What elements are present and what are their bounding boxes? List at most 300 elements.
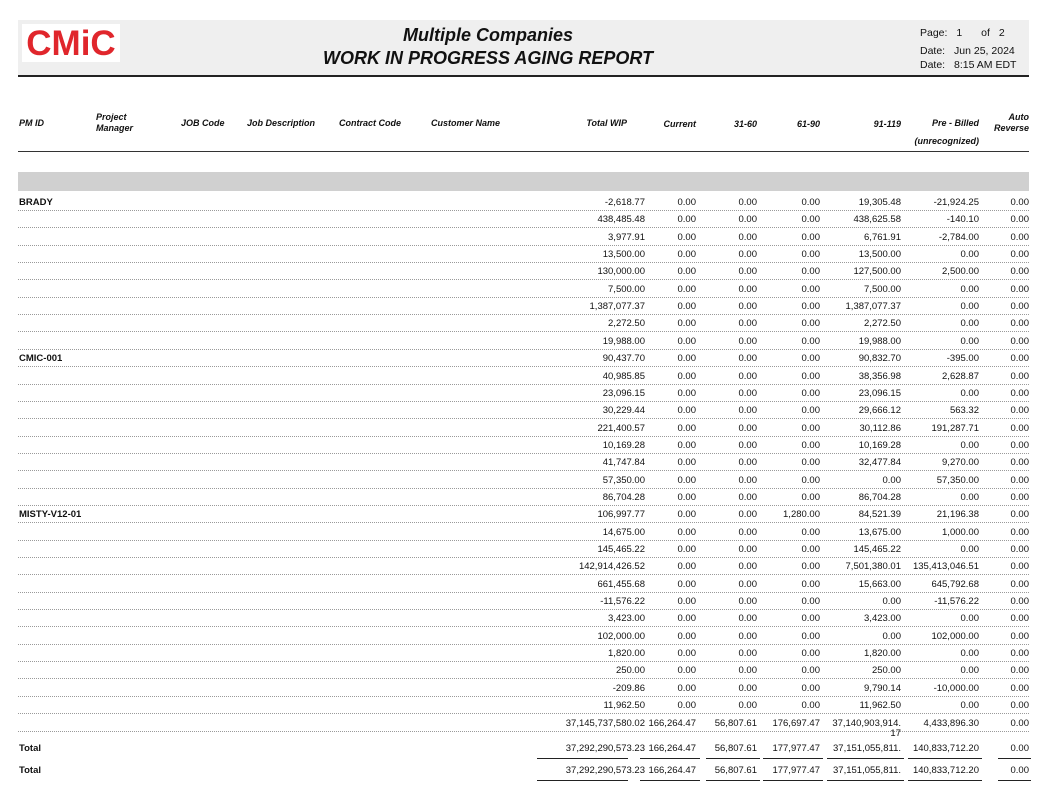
col-current: Current xyxy=(663,119,696,129)
auto-reverse-cell: 0.00 xyxy=(1010,648,1029,660)
61-90-cell: 0.00 xyxy=(801,474,820,486)
31-60-cell: 0.00 xyxy=(738,682,757,694)
total-row xyxy=(18,761,1029,781)
auto-reverse-cell: 0.00 xyxy=(1010,578,1029,590)
31-60-cell: 0.00 xyxy=(738,509,757,521)
61-90-cell: 0.00 xyxy=(801,301,820,313)
91-119-cell: 29,666.12 xyxy=(858,405,901,417)
91-119-cell: 84,521.39 xyxy=(858,509,901,521)
91-119-cell: 13,675.00 xyxy=(858,526,901,538)
91-119-cell: 86,704.28 xyxy=(858,491,901,503)
total-underline xyxy=(998,758,1031,759)
current-total: 166,264.47 xyxy=(648,765,696,776)
current-cell: 0.00 xyxy=(677,491,696,503)
91-119-cell: 2,272.50 xyxy=(864,318,901,330)
auto-reverse-cell: 0.00 xyxy=(1010,387,1029,399)
31-60-total: 56,807.61 xyxy=(714,765,757,776)
pre-billed-total: 140,833,712.20 xyxy=(912,765,979,776)
61-90-cell: 0.00 xyxy=(801,370,820,382)
31-60-cell: 56,807.61 xyxy=(714,717,757,729)
pre-billed-cell: 0.00 xyxy=(960,318,979,330)
91-119-cell: 9,790.14 xyxy=(864,682,901,694)
col-customer-name: Customer Name xyxy=(431,118,501,128)
61-90-cell: 0.00 xyxy=(801,214,820,226)
pre-billed-cell: 0.00 xyxy=(960,665,979,677)
table-row xyxy=(18,644,1029,662)
total-underline xyxy=(640,780,700,781)
31-60-cell: 0.00 xyxy=(738,596,757,608)
61-90-cell: 0.00 xyxy=(801,596,820,608)
91-119-cell: 145,465.22 xyxy=(853,544,901,555)
total-wip-cell: 142,914,426.52 xyxy=(578,561,645,573)
current-cell: 0.00 xyxy=(677,231,696,243)
31-60-cell: 0.00 xyxy=(738,474,757,486)
current-cell: 0.00 xyxy=(677,422,696,434)
auto-reverse-cell: 0.00 xyxy=(1010,491,1029,503)
page-number: 1 xyxy=(956,27,963,39)
31-60-cell: 0.00 xyxy=(738,353,757,365)
pre-billed-cell: -2,784.00 xyxy=(938,231,979,243)
total-underline xyxy=(763,780,823,781)
61-90-cell: 0.00 xyxy=(801,318,820,330)
total-wip-cell: 90,437.70 xyxy=(602,353,645,365)
total-underline xyxy=(763,758,823,759)
91-119-cell: 0.00 xyxy=(882,474,901,486)
91-119-cell: 13,500.00 xyxy=(858,249,901,261)
61-90-cell: 0.00 xyxy=(801,630,820,642)
auto-reverse-cell: 0.00 xyxy=(1010,457,1029,469)
current-cell: 0.00 xyxy=(677,613,696,625)
61-90-total: 177,977.47 xyxy=(772,765,820,776)
pre-billed-cell: -395.00 xyxy=(946,353,979,365)
91-119-cell: 23,096.15 xyxy=(858,387,901,399)
pre-billed-cell: 563.32 xyxy=(949,405,979,417)
pre-billed-cell: 0.00 xyxy=(960,301,979,313)
col-total-wip: Total WIP xyxy=(586,118,627,128)
61-90-cell: 0.00 xyxy=(801,526,820,538)
61-90-cell: 176,697.47 xyxy=(772,717,820,729)
61-90-cell: 0.00 xyxy=(801,387,820,399)
col-pre-billed-sub: (unrecognized) xyxy=(914,136,979,146)
auto-reverse-cell: 0.00 xyxy=(1010,249,1029,261)
date-info xyxy=(920,45,1015,57)
auto-reverse-cell: 0.00 xyxy=(1010,283,1029,295)
total-wip-cell: 19,988.00 xyxy=(602,335,645,347)
31-60-cell: 0.00 xyxy=(738,457,757,469)
91-119-cell: 30,112.86 xyxy=(859,422,901,434)
91-119-cell: 438,625.58 xyxy=(853,214,901,226)
current-cell: 0.00 xyxy=(677,630,696,642)
total-wip-cell: 86,704.28 xyxy=(602,491,645,503)
auto-reverse-cell: 0.00 xyxy=(1010,231,1029,243)
total-wip-cell: 30,229.44 xyxy=(602,405,645,417)
col-project-manager xyxy=(96,112,133,134)
current-cell: 0.00 xyxy=(677,578,696,590)
pm-id-cell: BRADY xyxy=(19,197,53,208)
61-90-cell: 0.00 xyxy=(801,197,820,208)
pre-billed-cell: 0.00 xyxy=(960,613,979,625)
table-row xyxy=(18,228,1029,246)
table-row xyxy=(18,314,1029,332)
total-wip-cell: 1,387,077.37 xyxy=(589,301,645,313)
total-underline xyxy=(998,780,1031,781)
table-row xyxy=(18,696,1029,714)
61-90-cell: 0.00 xyxy=(801,439,820,451)
31-60-cell: 0.00 xyxy=(738,613,757,625)
current-cell: 0.00 xyxy=(677,214,696,226)
col-91-119: 91-119 xyxy=(873,119,901,129)
table-row xyxy=(18,557,1029,575)
current-cell: 0.00 xyxy=(677,561,696,573)
total-wip-cell: 13,500.00 xyxy=(602,249,645,261)
pre-billed-cell: 0.00 xyxy=(960,439,979,451)
total-wip-cell: 102,000.00 xyxy=(597,630,645,642)
31-60-cell: 0.00 xyxy=(738,387,757,399)
pre-billed-cell: 135,413,046.51 xyxy=(912,561,979,573)
31-60-cell: 0.00 xyxy=(738,301,757,313)
31-60-total: 56,807.61 xyxy=(714,743,757,754)
col-auto-reverse xyxy=(994,112,1029,134)
table-row xyxy=(18,384,1029,402)
91-119-cell: 6,761.91 xyxy=(864,231,901,243)
61-90-cell: 0.00 xyxy=(801,266,820,278)
91-119-cell: 19,988.00 xyxy=(858,335,901,347)
pre-billed-cell: 57,350.00 xyxy=(936,474,979,486)
table-row xyxy=(18,609,1029,627)
auto-reverse-cell: 0.00 xyxy=(1010,439,1029,451)
pre-billed-cell: 1,000.00 xyxy=(942,526,979,538)
91-119-total: 37,151,055,811. xyxy=(833,765,901,776)
31-60-cell: 0.00 xyxy=(738,197,757,208)
total-wip-cell: 145,465.22 xyxy=(597,544,645,555)
pre-billed-cell: 2,628.87 xyxy=(942,370,979,382)
31-60-cell: 0.00 xyxy=(738,370,757,382)
table-row xyxy=(18,436,1029,454)
current-cell: 0.00 xyxy=(677,439,696,451)
current-cell: 0.00 xyxy=(677,301,696,313)
91-119-cell: 1,820.00 xyxy=(864,648,901,660)
table-row xyxy=(18,488,1029,506)
col-pm-id: PM ID xyxy=(19,118,45,128)
pre-billed-cell: 102,000.00 xyxy=(931,630,979,642)
current-cell: 0.00 xyxy=(677,665,696,677)
total-underline xyxy=(706,758,760,759)
91-119-cell: 127,500.00 xyxy=(853,266,901,278)
total-underline xyxy=(640,758,700,759)
pre-billed-cell: 0.00 xyxy=(960,700,979,712)
31-60-cell: 0.00 xyxy=(738,544,757,555)
pre-billed-cell: 0.00 xyxy=(960,249,979,261)
total-wip-cell: 130,000.00 xyxy=(597,266,645,278)
col-pm-line2: Manager xyxy=(96,123,134,133)
table-row xyxy=(18,540,1029,558)
total-wip-cell: 41,747.84 xyxy=(602,457,645,469)
auto-reverse-cell: 0.00 xyxy=(1010,318,1029,330)
current-cell: 0.00 xyxy=(677,682,696,694)
col-pm-line1: Project xyxy=(96,112,127,122)
total-wip-cell: 10,169.28 xyxy=(602,439,645,451)
61-90-cell: 0.00 xyxy=(801,231,820,243)
col-pre-billed-label: Pre - Billed xyxy=(931,118,979,128)
col-61-90: 61-90 xyxy=(796,119,820,129)
91-119-cell: 19,305.48 xyxy=(858,197,901,208)
91-119-cell: 0.00 xyxy=(882,630,901,642)
table-row xyxy=(18,679,1029,697)
table-row xyxy=(18,505,1029,523)
91-119-cell: 250.00 xyxy=(871,665,901,677)
31-60-cell: 0.00 xyxy=(738,283,757,295)
91-119-total: 37,151,055,811. xyxy=(833,743,901,754)
total-wip-cell: 1,820.00 xyxy=(608,648,645,660)
61-90-cell: 0.00 xyxy=(801,648,820,660)
61-90-cell: 0.00 xyxy=(801,491,820,503)
61-90-cell: 0.00 xyxy=(801,665,820,677)
91-119-cell: 15,663.00 xyxy=(858,578,901,590)
pre-billed-cell: 2,500.00 xyxy=(942,266,979,278)
61-90-cell: 0.00 xyxy=(801,283,820,295)
total-wip-cell: 2,272.50 xyxy=(608,318,645,330)
table-row xyxy=(18,349,1029,367)
page-info xyxy=(920,27,1005,39)
date-value: Jun 25, 2024 xyxy=(954,45,1015,57)
col-job-description: Job Description xyxy=(247,118,316,128)
31-60-cell: 0.00 xyxy=(738,422,757,434)
31-60-cell: 0.00 xyxy=(738,231,757,243)
table-row xyxy=(18,280,1029,298)
table-row xyxy=(18,367,1029,385)
table-row xyxy=(18,575,1029,593)
current-cell: 0.00 xyxy=(677,197,696,208)
auto-reverse-cell: 0.00 xyxy=(1010,717,1029,729)
61-90-cell: 0.00 xyxy=(801,405,820,417)
pre-billed-cell: 191,287.71 xyxy=(931,422,979,434)
auto-reverse-cell: 0.00 xyxy=(1010,613,1029,625)
auto-reverse-cell: 0.00 xyxy=(1010,422,1029,434)
page-total: 2 xyxy=(998,27,1005,39)
total-wip-cell: 37,145,737,580.02 xyxy=(565,717,645,729)
table-row xyxy=(18,332,1029,350)
total-wip-total: 37,292,290,573.23 xyxy=(565,743,645,754)
current-cell: 0.00 xyxy=(677,283,696,295)
table-row xyxy=(18,297,1029,315)
31-60-cell: 0.00 xyxy=(738,561,757,573)
91-119-cell: 38,356.98 xyxy=(858,370,901,382)
total-underline xyxy=(908,780,982,781)
header-rule xyxy=(18,75,1029,77)
current-cell: 0.00 xyxy=(677,596,696,608)
61-90-cell: 1,280.00 xyxy=(783,509,820,521)
31-60-cell: 0.00 xyxy=(738,214,757,226)
col-auto-line2: Reverse xyxy=(993,123,1029,133)
pre-billed-cell: 0.00 xyxy=(960,491,979,503)
91-119-cell: 3,423.00 xyxy=(864,613,901,625)
auto-reverse-cell: 0.00 xyxy=(1010,544,1029,555)
logo-text: CMiC xyxy=(26,23,116,63)
total-underline xyxy=(908,758,982,759)
31-60-cell: 0.00 xyxy=(738,266,757,278)
total-wip-cell: 3,423.00 xyxy=(608,613,645,625)
auto-reverse-cell: 0.00 xyxy=(1010,353,1029,365)
table-row xyxy=(18,471,1029,489)
61-90-cell: 0.00 xyxy=(801,457,820,469)
time-label: Date: xyxy=(920,59,946,71)
total-wip-cell: 40,985.85 xyxy=(602,370,645,382)
pm-id-cell: CMIC-001 xyxy=(19,353,63,365)
auto-reverse-cell: 0.00 xyxy=(1010,682,1029,694)
current-cell: 0.00 xyxy=(677,370,696,382)
pre-billed-cell: 0.00 xyxy=(960,283,979,295)
pre-billed-cell: 0.00 xyxy=(960,387,979,399)
table-row xyxy=(18,210,1029,228)
pre-billed-cell: 4,433,896.30 xyxy=(923,717,979,729)
current-cell: 0.00 xyxy=(677,353,696,365)
auto-reverse-total: 0.00 xyxy=(1010,743,1029,754)
of-label: of xyxy=(981,27,990,39)
total-wip-cell: 661,455.68 xyxy=(597,578,645,590)
col-pre-billed xyxy=(915,118,980,147)
table-row xyxy=(18,592,1029,610)
column-header-rule xyxy=(18,151,1029,152)
total-wip-cell: 106,997.77 xyxy=(597,509,645,521)
current-cell: 0.00 xyxy=(677,387,696,399)
61-90-cell: 0.00 xyxy=(801,544,820,555)
current-total: 166,264.47 xyxy=(648,743,696,754)
31-60-cell: 0.00 xyxy=(738,249,757,261)
current-cell: 0.00 xyxy=(677,249,696,261)
61-90-cell: 0.00 xyxy=(801,682,820,694)
61-90-cell: 0.00 xyxy=(801,335,820,347)
31-60-cell: 0.00 xyxy=(738,318,757,330)
31-60-cell: 0.00 xyxy=(738,439,757,451)
pre-billed-cell: 9,270.00 xyxy=(942,457,979,469)
total-underline xyxy=(537,780,628,781)
pre-billed-cell: -10,000.00 xyxy=(933,682,979,694)
current-cell: 0.00 xyxy=(677,648,696,660)
auto-reverse-cell: 0.00 xyxy=(1010,700,1029,712)
pre-billed-cell: -140.10 xyxy=(946,214,979,226)
auto-reverse-cell: 0.00 xyxy=(1010,370,1029,382)
table-row xyxy=(18,627,1029,645)
auto-reverse-cell: 0.00 xyxy=(1010,197,1029,208)
total-wip-cell: 57,350.00 xyxy=(602,474,645,486)
31-60-cell: 0.00 xyxy=(738,578,757,590)
91-119-cell: 90,832.70 xyxy=(858,353,901,365)
total-row xyxy=(18,739,1029,759)
total-label: Total xyxy=(19,765,41,776)
date-label: Date: xyxy=(920,45,946,57)
report-header xyxy=(18,20,1029,75)
current-cell: 0.00 xyxy=(677,509,696,521)
31-60-cell: 0.00 xyxy=(738,630,757,642)
col-31-60: 31-60 xyxy=(733,119,757,129)
91-119-cell: 37,140,903,914. xyxy=(832,717,901,729)
total-label: Total xyxy=(19,743,41,754)
current-cell: 0.00 xyxy=(677,700,696,712)
total-wip-cell: 23,096.15 xyxy=(602,387,645,399)
total-wip-total: 37,292,290,573.23 xyxy=(565,765,645,776)
total-wip-cell: 7,500.00 xyxy=(608,283,645,295)
auto-reverse-cell: 0.00 xyxy=(1010,526,1029,538)
auto-reverse-cell: 0.00 xyxy=(1010,630,1029,642)
31-60-cell: 0.00 xyxy=(738,665,757,677)
table-row xyxy=(18,262,1029,280)
auto-reverse-cell: 0.00 xyxy=(1010,214,1029,226)
61-90-cell: 0.00 xyxy=(801,561,820,573)
pre-billed-cell: 0.00 xyxy=(960,335,979,347)
31-60-cell: 0.00 xyxy=(738,405,757,417)
pre-billed-cell: 21,196.38 xyxy=(936,509,979,521)
total-wip-cell: 250.00 xyxy=(615,665,645,677)
91-119-cell: 7,501,380.01 xyxy=(845,561,901,573)
31-60-cell: 0.00 xyxy=(738,526,757,538)
table-row xyxy=(18,193,1029,211)
current-cell: 0.00 xyxy=(677,266,696,278)
table-row xyxy=(18,661,1029,679)
total-wip-cell: 11,962.50 xyxy=(603,700,645,712)
61-90-cell: 0.00 xyxy=(801,422,820,434)
31-60-cell: 0.00 xyxy=(738,700,757,712)
91-119-cell: 0.00 xyxy=(882,596,901,608)
total-wip-cell: -2,618.77 xyxy=(604,197,645,208)
report-title: Multiple Companies xyxy=(402,25,573,45)
pre-billed-cell: -11,576.22 xyxy=(934,596,979,608)
report-subtitle: WORK IN PROGRESS AGING REPORT xyxy=(322,48,654,68)
current-cell: 166,264.47 xyxy=(648,717,696,729)
auto-reverse-cell: 0.00 xyxy=(1010,301,1029,313)
auto-reverse-cell: 0.00 xyxy=(1010,509,1029,521)
auto-reverse-cell: 0.00 xyxy=(1010,596,1029,608)
pre-billed-cell: 645,792.68 xyxy=(931,578,979,590)
61-90-total: 177,977.47 xyxy=(772,743,820,754)
61-90-cell: 0.00 xyxy=(801,249,820,261)
auto-reverse-cell: 0.00 xyxy=(1010,561,1029,573)
auto-reverse-cell: 0.00 xyxy=(1010,335,1029,347)
91-119-cell-wrap: 17 xyxy=(890,727,901,739)
total-underline xyxy=(706,780,760,781)
current-cell: 0.00 xyxy=(677,457,696,469)
time-info xyxy=(920,59,1016,71)
total-underline xyxy=(537,758,628,759)
total-wip-cell: 438,485.48 xyxy=(597,214,645,226)
total-wip-cell: 3,977.91 xyxy=(608,231,645,243)
col-contract-code: Contract Code xyxy=(339,118,402,128)
current-cell: 0.00 xyxy=(677,405,696,417)
61-90-cell: 0.00 xyxy=(801,613,820,625)
pre-billed-cell: 0.00 xyxy=(960,544,979,555)
91-119-cell: 32,477.84 xyxy=(858,457,901,469)
col-job-code: JOB Code xyxy=(181,118,225,128)
total-wip-cell: -11,576.22 xyxy=(600,596,645,608)
31-60-cell: 0.00 xyxy=(738,491,757,503)
auto-reverse-cell: 0.00 xyxy=(1010,266,1029,278)
current-cell: 0.00 xyxy=(677,526,696,538)
total-underline xyxy=(827,758,904,759)
current-cell: 0.00 xyxy=(677,335,696,347)
current-cell: 0.00 xyxy=(677,474,696,486)
auto-reverse-total: 0.00 xyxy=(1010,765,1029,776)
current-cell: 0.00 xyxy=(677,318,696,330)
total-wip-cell: 14,675.00 xyxy=(602,526,645,538)
current-cell: 0.00 xyxy=(677,544,696,555)
61-90-cell: 0.00 xyxy=(801,353,820,365)
table-row xyxy=(18,714,1029,739)
61-90-cell: 0.00 xyxy=(801,578,820,590)
31-60-cell: 0.00 xyxy=(738,335,757,347)
31-60-cell: 0.00 xyxy=(738,648,757,660)
pm-id-cell: MISTY-V12-01 xyxy=(19,509,82,521)
91-119-cell: 1,387,077.37 xyxy=(845,301,901,313)
91-119-cell: 7,500.00 xyxy=(864,283,901,295)
